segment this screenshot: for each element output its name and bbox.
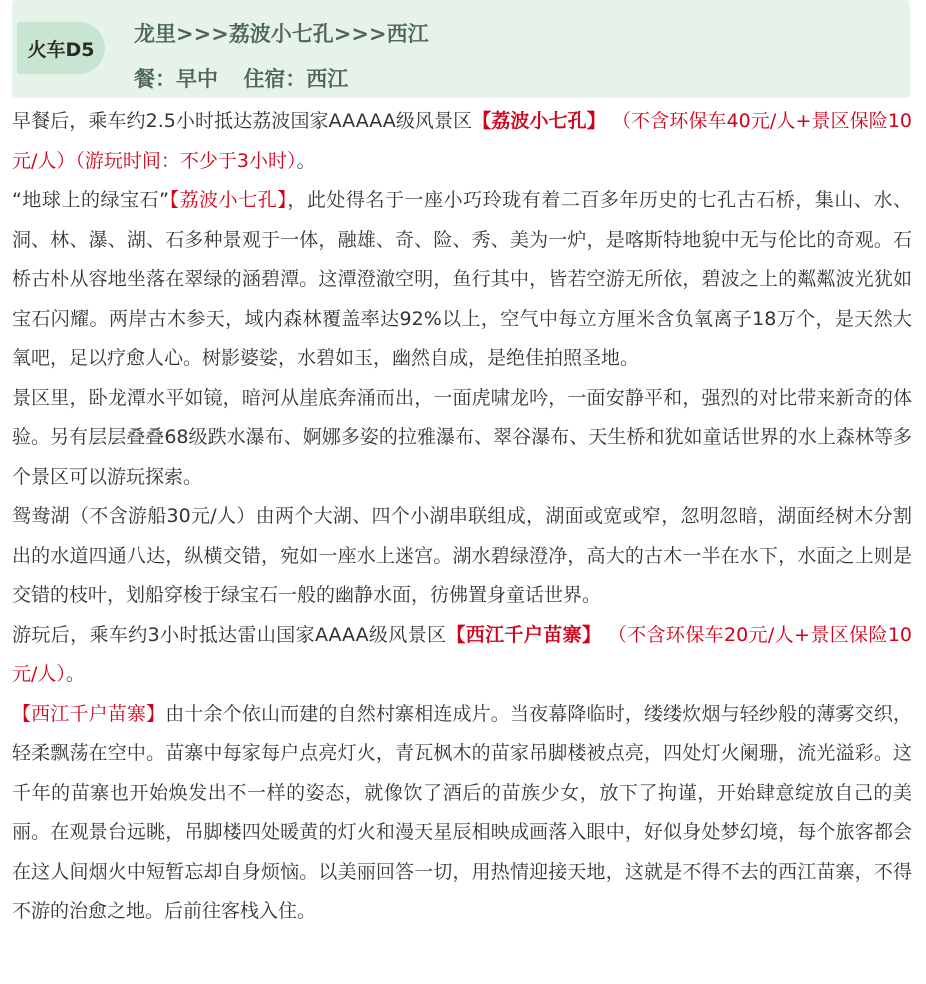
text-span: 由十余个依山而建的自然村寨相连成片。当夜幕降临时，缕缕炊烟与轻纱般的薄雾交织，轻柔飘荡在空中。苗寨中每家每户点亮灯火，青瓦枫木的苗家吊脚楼被点亮，四处灯火阑珊，流光溢彩。这千年的苗寨也开始焕发出不一样的姿态，就像饮了酒后的苗族少女，放下了拘谨，开始肆意绽放自己的美丽。在观景台远眺，吊脚楼四处暖黄的灯火和漫天星辰相映成画落入眼中，好似身处梦幻境，每个旅客都会在这人间烟火中短暂忘却自身烦恼。以美丽回答一切，用热情迎接天地，这就是不得不去的西江苗寨，不得不游的治愈之地。后前往客栈入住。 xyxy=(12,702,912,922)
highlight-attraction: 【西江千户苗寨】 xyxy=(12,702,166,725)
paragraph-breakfast xyxy=(12,102,912,181)
paragraph-to-xijiang xyxy=(12,616,912,695)
text-span: 。 xyxy=(296,149,316,172)
text-span: ，此处得名于一座小巧玲珑有着二百多年历史的七孔古石桥，集山、水、洞、林、瀑、湖、石多种景观于一体，融雄、奇、险、秀、美为一炉，是喀斯特地貌中无与伦比的奇观。石桥古朴从容地坐落在翠绿的涵碧潭。这潭澄澈空明，鱼行其中，皆若空游无所依，碧波之上的粼粼波光犹如宝石闪耀。两岸古木参天，域内森林覆盖率达92%以上，空气中每立方厘米含负氧离子18万个，是天然大氧吧，足以疗愈人心。树影婆娑，水碧如玉，幽然自成，是绝佳拍照圣地。 xyxy=(12,189,912,369)
meals-lodging xyxy=(134,63,366,93)
lodging-label: 住宿：西江 xyxy=(243,67,349,91)
highlight-attraction: 【荔波小七孔】 xyxy=(169,189,288,211)
paragraph-xiaoqikong xyxy=(12,181,912,379)
text-span: 早餐后，乘车约2.5小时抵达荔波国家AAAAA级风景区 xyxy=(12,110,473,132)
paragraph-yuanyang-lake: 鸳鸯湖（不含游船30元/人）由两个大湖、四个小湖串联组成，湖面或宽或窄，忽明忽暗，湖面经树木分割出的水道四通八达，纵横交错，宛如一座水上迷宫。湖水碧绿澄净，高大的古木一半在水下，水面之上则是交错的枝叶，划船穿梭于绿宝石一般的幽静水面，彷佛置身童话世界。 xyxy=(12,505,912,606)
itinerary-content xyxy=(12,102,912,932)
fee-note: （不含环保车20元/人+景区保险10元/人） xyxy=(12,623,912,685)
paragraph-xijiang xyxy=(12,695,912,932)
highlight-attraction: 【西江千户苗寨】 xyxy=(446,623,602,646)
meals-label: 餐：早中 xyxy=(134,67,218,91)
route-title: 龙里>>>荔波小七孔>>>西江 xyxy=(134,22,429,46)
highlight-attraction: 【荔波小七孔】 xyxy=(472,110,606,132)
text-span: “地球上的绿宝石” xyxy=(12,189,169,211)
paragraph-scenic-area: 景区里，卧龙潭水平如镜，暗河从崖底奔涌而出，一面虎啸龙吟，一面安静平和，强烈的对比带来新奇的体验。另有层层叠叠68级跌水瀑布、婀娜多姿的拉雅瀑布、翠谷瀑布、天生桥和犹如童话世界的水上森林等多个景区可以游玩探索。 xyxy=(12,386,912,488)
text-span: 。 xyxy=(65,663,85,685)
day-badge: 火车D5 xyxy=(17,22,105,74)
day-header xyxy=(12,0,910,98)
fee-note: （不含环保车40元/人+景区保险10元/人）（游玩时间：不少于3小时） xyxy=(12,110,912,172)
text-span: 游玩后，乘车约3小时抵达雷山国家AAAA级风景区 xyxy=(12,623,447,646)
